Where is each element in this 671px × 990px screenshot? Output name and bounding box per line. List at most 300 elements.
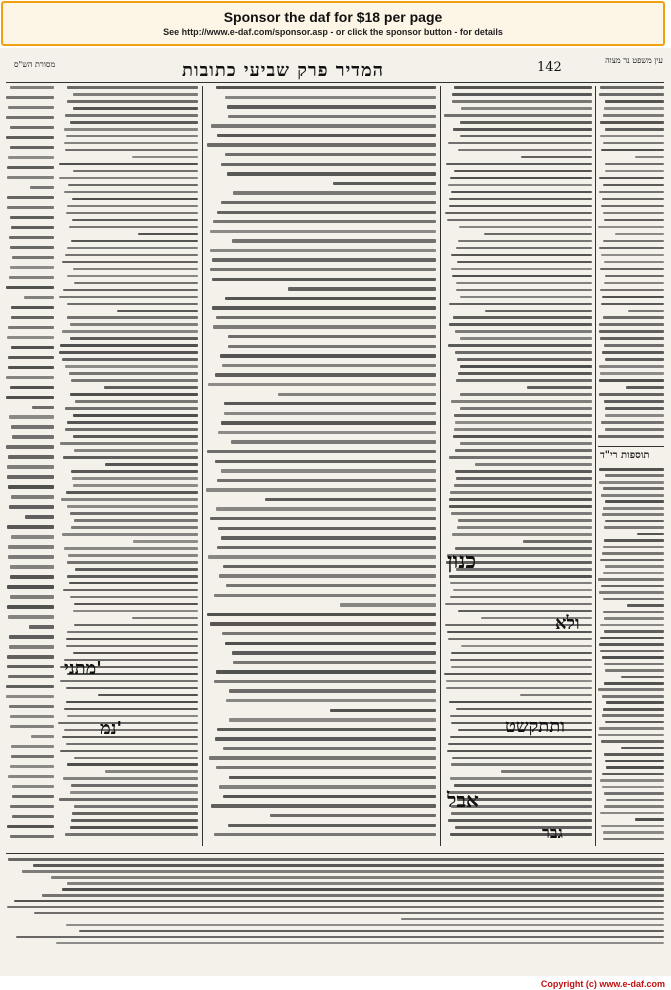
text-line (64, 142, 198, 145)
text-line (225, 153, 436, 156)
text-line (67, 247, 198, 250)
text-line (455, 449, 592, 452)
text-line (446, 680, 592, 683)
text-line (457, 526, 592, 529)
text-line (603, 831, 664, 834)
text-line (68, 554, 198, 557)
text-line (451, 400, 592, 403)
text-line (225, 642, 436, 645)
text-line (61, 498, 198, 501)
dibur-hamatchil: כנון (447, 548, 477, 574)
text-line (231, 440, 436, 443)
text-line (233, 661, 436, 664)
text-line (628, 310, 664, 313)
text-line (67, 421, 198, 424)
text-line (63, 777, 198, 780)
text-line (635, 818, 664, 821)
text-line (73, 107, 198, 110)
text-line (9, 635, 54, 638)
text-line (8, 858, 664, 861)
text-line (602, 695, 664, 698)
text-line (65, 428, 198, 431)
text-line (605, 358, 664, 361)
text-line (67, 303, 198, 306)
text-line (62, 736, 198, 739)
text-line (66, 212, 198, 215)
text-line (233, 191, 436, 194)
text-line (601, 149, 664, 152)
text-line (602, 351, 664, 354)
text-line (11, 535, 54, 538)
text-line (207, 613, 436, 616)
text-line (66, 638, 198, 641)
text-line (599, 379, 664, 382)
text-line (454, 484, 592, 487)
text-line (224, 402, 436, 405)
text-line (60, 344, 198, 347)
text-line (460, 296, 592, 299)
text-line (602, 198, 664, 201)
dibur-hamatchil: ולא (555, 613, 580, 634)
text-line (10, 575, 54, 578)
text-line (451, 191, 592, 194)
text-line (74, 282, 198, 285)
text-line (65, 833, 198, 836)
text-line (621, 676, 664, 679)
text-line (71, 240, 198, 243)
text-line (70, 337, 198, 340)
text-line (72, 219, 198, 222)
text-line (455, 351, 592, 354)
text-line (10, 146, 54, 149)
text-line (452, 93, 592, 96)
text-line (6, 685, 54, 688)
text-line (10, 725, 54, 728)
text-line (601, 254, 664, 257)
text-line (451, 652, 592, 655)
text-line (70, 393, 198, 396)
text-line (626, 386, 664, 389)
text-line (456, 282, 592, 285)
text-line (602, 656, 664, 659)
text-line (444, 114, 592, 117)
text-line (67, 561, 198, 564)
text-line (448, 184, 592, 187)
text-line (215, 460, 436, 463)
text-line (229, 776, 436, 779)
text-line (8, 675, 54, 678)
text-line (8, 545, 54, 548)
text-line (66, 491, 198, 494)
text-line (223, 747, 436, 750)
text-line (7, 665, 54, 668)
text-line (7, 655, 54, 658)
text-line (457, 261, 592, 264)
text-line (216, 766, 436, 769)
text-line (63, 456, 198, 459)
text-line (221, 201, 436, 204)
footnote-block (6, 858, 664, 953)
text-line (401, 918, 664, 921)
text-line (450, 659, 592, 662)
text-line (446, 163, 592, 166)
text-line (605, 163, 664, 166)
text-line (8, 356, 54, 359)
text-line (605, 474, 664, 477)
text-line (599, 591, 664, 594)
text-line (69, 372, 198, 375)
text-line (605, 428, 664, 431)
text-line (67, 763, 198, 766)
text-line (219, 785, 436, 788)
text-line (12, 815, 54, 818)
text-line (67, 575, 198, 578)
text-line (62, 533, 198, 536)
text-line (605, 520, 664, 523)
text-line (600, 779, 664, 782)
text-line (68, 184, 198, 187)
text-line (228, 115, 436, 118)
text-line (7, 825, 54, 828)
text-line (64, 128, 198, 131)
text-line (453, 316, 592, 319)
text-line (24, 296, 54, 299)
section-divider (598, 446, 664, 447)
text-line (599, 481, 664, 484)
text-line (65, 114, 198, 117)
text-line (451, 666, 592, 669)
text-line (449, 198, 592, 201)
text-line (603, 184, 664, 187)
text-line (64, 708, 198, 711)
text-line (461, 107, 592, 110)
text-line (218, 431, 436, 434)
text-line (448, 819, 592, 822)
text-line (600, 121, 664, 124)
sponsor-banner[interactable] (1, 1, 665, 46)
text-line (72, 198, 198, 201)
dibur-hamatchil: נמ' (100, 718, 123, 739)
text-line (73, 652, 198, 655)
text-line (227, 172, 436, 175)
text-line (6, 445, 54, 448)
text-line (448, 344, 592, 347)
text-line (599, 468, 664, 471)
text-line (330, 709, 436, 712)
text-line (10, 765, 54, 768)
text-line (117, 310, 198, 313)
text-line (75, 400, 198, 403)
text-line (449, 498, 592, 501)
text-line (59, 798, 198, 801)
text-line (10, 386, 54, 389)
text-line (217, 211, 436, 214)
text-line (29, 625, 54, 628)
text-line (599, 191, 664, 194)
text-line (74, 519, 198, 522)
text-line (604, 630, 664, 633)
text-line (456, 708, 592, 711)
text-line (340, 603, 436, 606)
text-line (460, 337, 592, 340)
text-line (475, 463, 592, 466)
copyright-link[interactable]: Copyright (c) www.e-daf.com (540, 979, 665, 989)
text-line (212, 306, 436, 309)
text-line (221, 421, 436, 424)
text-line (621, 747, 664, 750)
text-line (7, 475, 54, 478)
text-line (605, 170, 664, 173)
text-line (501, 770, 592, 773)
text-line (604, 344, 664, 347)
text-line (64, 547, 198, 550)
text-line (60, 442, 198, 445)
text-line (456, 247, 592, 250)
dibur-hamatchil: גבר (542, 823, 563, 842)
text-line (9, 415, 54, 418)
text-line (605, 500, 664, 503)
text-line (229, 718, 436, 721)
text-line (8, 555, 54, 558)
text-line (70, 826, 198, 829)
text-line (604, 792, 664, 795)
text-line (224, 412, 436, 415)
text-line (14, 900, 664, 903)
text-line (600, 289, 664, 292)
text-line (458, 240, 592, 243)
text-line (71, 470, 198, 473)
text-line (132, 156, 198, 159)
text-line (599, 393, 664, 396)
text-line (602, 773, 664, 776)
text-line (598, 435, 664, 438)
text-line (10, 216, 54, 219)
text-line (454, 414, 592, 417)
text-line (460, 442, 592, 445)
text-line (485, 310, 592, 313)
text-line (218, 527, 436, 530)
text-line (59, 163, 198, 166)
text-line (65, 407, 198, 410)
text-line (11, 306, 54, 309)
text-line (58, 722, 198, 725)
text-line (65, 254, 198, 257)
text-line (605, 669, 664, 672)
text-line (599, 177, 664, 180)
text-line (598, 226, 664, 229)
text-line (599, 247, 664, 250)
text-line (6, 695, 54, 698)
text-line (74, 603, 198, 606)
text-line (51, 876, 664, 879)
text-line (450, 491, 592, 494)
text-line (453, 589, 592, 592)
text-line (74, 805, 198, 808)
text-line (8, 326, 54, 329)
text-line (65, 149, 198, 152)
text-line (457, 358, 592, 361)
text-line (62, 261, 198, 264)
text-line (222, 364, 436, 367)
text-line (8, 106, 54, 109)
text-line (449, 505, 592, 508)
text-line (7, 206, 54, 209)
text-line (25, 515, 54, 518)
text-line (66, 924, 664, 927)
text-line (30, 186, 54, 189)
text-line (604, 682, 664, 685)
text-line (603, 212, 664, 215)
text-line (603, 546, 664, 549)
text-line (105, 463, 198, 466)
text-line (602, 714, 664, 717)
text-line (67, 715, 198, 718)
text-line (460, 407, 592, 410)
text-line (9, 705, 54, 708)
text-line (445, 603, 592, 606)
text-line (211, 124, 436, 127)
text-line (604, 663, 664, 666)
text-line (220, 354, 436, 357)
text-line (67, 316, 198, 319)
text-line (222, 632, 436, 635)
text-line (62, 888, 664, 891)
text-line (73, 93, 198, 96)
text-line (602, 296, 664, 299)
text-line (605, 128, 664, 131)
text-line (603, 598, 664, 601)
text-line (32, 406, 54, 409)
text-line (10, 126, 54, 129)
text-line (604, 400, 664, 403)
text-line (73, 414, 198, 417)
text-line (605, 414, 664, 417)
text-line (603, 572, 664, 575)
sponsor-subtitle: See http://www.e-daf.com/sponsor.asp - or click the sponsor button - for details (163, 27, 503, 37)
masoret-column (6, 86, 54, 846)
text-line (221, 163, 436, 166)
text-line (601, 585, 664, 588)
text-line (6, 136, 54, 139)
text-line (605, 407, 664, 410)
text-line (599, 643, 664, 646)
text-line (447, 750, 592, 753)
text-line (67, 505, 198, 508)
masoret-header: מסורת הש"ס (14, 60, 56, 69)
text-line (69, 226, 198, 229)
text-line (71, 784, 198, 787)
text-line (67, 100, 198, 103)
text-line (11, 346, 54, 349)
text-line (604, 261, 664, 264)
text-line (62, 330, 198, 333)
text-line (460, 365, 592, 368)
text-line (601, 205, 664, 208)
text-line (627, 604, 664, 607)
text-line (453, 435, 592, 438)
text-line (604, 539, 664, 542)
text-line (6, 376, 54, 379)
text-line (600, 559, 664, 562)
text-line (8, 455, 54, 458)
text-line (603, 838, 664, 841)
text-line (8, 775, 54, 778)
text-line (601, 421, 664, 424)
text-line (7, 525, 54, 528)
text-line (270, 814, 436, 817)
text-line (637, 533, 664, 536)
text-line (600, 135, 664, 138)
text-line (458, 149, 592, 152)
text-line (226, 699, 436, 702)
text-line (455, 470, 592, 473)
text-line (67, 205, 198, 208)
text-line (206, 488, 436, 491)
page-number: 142 (537, 60, 562, 75)
text-line (454, 170, 592, 173)
text-line (73, 170, 198, 173)
header-rule (6, 82, 664, 83)
text-line (215, 737, 436, 740)
text-line (133, 540, 198, 543)
text-line (7, 176, 54, 179)
text-line (226, 584, 436, 587)
text-line (104, 386, 198, 389)
text-line (605, 721, 664, 724)
text-line (74, 449, 198, 452)
text-line (213, 220, 436, 223)
text-line (67, 631, 198, 634)
text-line (10, 266, 54, 269)
text-line (450, 777, 592, 780)
text-line (606, 701, 664, 704)
text-line (6, 116, 54, 119)
text-line (213, 325, 436, 328)
text-line (603, 507, 664, 510)
text-line (449, 323, 592, 326)
text-line (601, 825, 664, 828)
gemara-column (206, 86, 436, 846)
text-line (210, 622, 436, 625)
column-divider (440, 86, 441, 846)
text-line (7, 465, 54, 468)
text-line (209, 756, 436, 759)
text-line (221, 536, 436, 539)
text-line (210, 268, 436, 271)
text-line (456, 379, 592, 382)
text-line (8, 485, 54, 488)
text-line (601, 740, 664, 743)
text-line (216, 86, 436, 89)
text-line (216, 670, 436, 673)
text-line (12, 256, 54, 259)
text-line (216, 316, 436, 319)
text-line (9, 505, 54, 508)
text-line (450, 833, 592, 836)
text-line (11, 755, 54, 758)
text-line (71, 379, 198, 382)
text-line (603, 316, 664, 319)
text-line (615, 233, 664, 236)
text-line (454, 86, 592, 89)
tosafot-column (58, 86, 198, 846)
text-line (72, 477, 198, 480)
text-line (31, 735, 54, 738)
text-line (447, 219, 592, 222)
text-line (59, 351, 198, 354)
text-line (600, 637, 664, 640)
text-line (450, 596, 592, 599)
